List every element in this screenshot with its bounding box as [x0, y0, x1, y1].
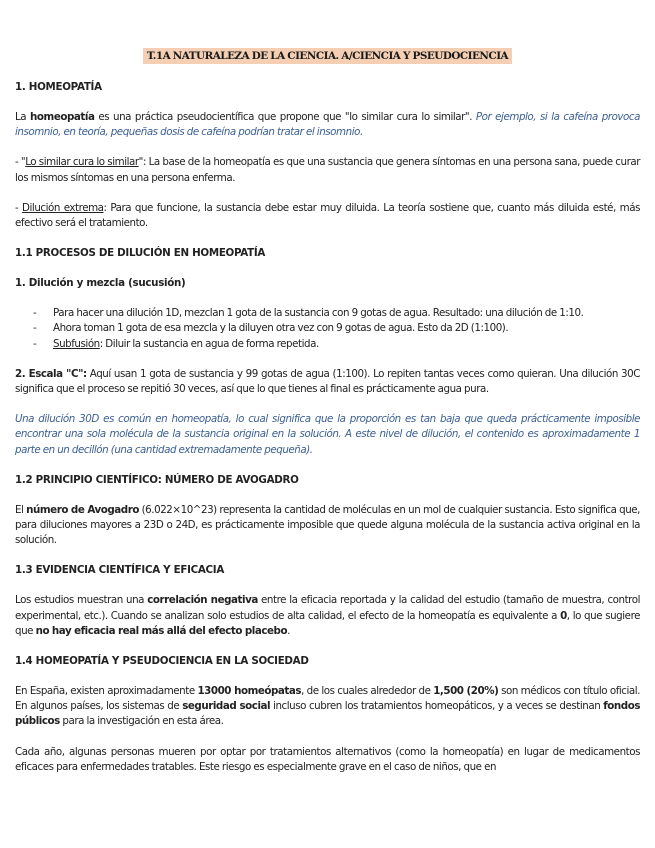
list-item: - Para hacer una dilución 1D, mezclan 1 gota de la sustancia con 9 gotas de agua. Resultado: una dilución de 1:10. — [53, 306, 640, 321]
section-heading-avogadro: 1.2 PRINCIPIO CIENTÍFICO: NÚMERO DE AVOGADRO — [15, 473, 299, 486]
section-heading-homeopatia: 1. HOMEOPATÍA — [15, 81, 102, 93]
text-run: Aquí usan 1 gota de sustancia y 99 gotas de agua (1:100). Lo repiten tantas veces como quieran. Una dilución 30C significa que el proceso se repitió 30 veces, así que lo que tienes al final es prácticamente agua pura. — [15, 367, 640, 396]
dilution-paragraph — [15, 201, 640, 231]
bold-term: seguridad social — [182, 700, 271, 713]
example-text: Por ejemplo, si la cafeína provoca insomnio, en teoría, pequeñas dosis de cafeína podrían tratar el insomnio. — [15, 111, 640, 139]
bold-term: no hay eficacia real más allá del efecto placebo — [35, 624, 288, 637]
intro-paragraph — [15, 110, 640, 140]
section-heading-evidence: 1.3 EVIDENCIA CIENTÍFICA Y EFICACIA — [15, 564, 224, 577]
text-run: , lo que sugiere que — [15, 609, 641, 637]
evidence-paragraph — [15, 593, 640, 639]
risk-paragraph: Cada año, algunas personas mueren por optar por tratamientos alternativos (como la homeopatía) en lugar de medicamentos eficaces para enfermedades tratables. Este riesgo es especialmente grave en el caso de niños, que en — [15, 745, 640, 773]
society-paragraph — [15, 684, 640, 730]
text-run: incluso cubren los tratamientos homeopáticos, y a veces se destinan — [270, 700, 604, 713]
bold-term: 2. Escala "C": — [15, 367, 87, 380]
text-run: entre la eficacia reportada y la calidad del estudio (tamaño de muestra, control experimental, etc.). Cuando se analizan solo estudios de alta calidad, el efecto de la homeopatía es equivalente a — [15, 594, 640, 622]
text-run: ": La base de la homeopatía es que una sustancia que genera síntomas en una persona sana, puede curar los mismos síntomas en una persona enferma. — [15, 156, 641, 184]
dilution-steps-list — [15, 306, 640, 352]
text-run: La — [15, 111, 31, 123]
text-run: El — [15, 503, 27, 516]
text-run: En España, existen aproximadamente — [15, 685, 198, 698]
text-run: : Diluir la sustancia en agua de forma repetida. — [99, 337, 319, 350]
bold-term: 0 — [560, 609, 567, 622]
underlined-term: Lo similar cura lo similar — [25, 156, 139, 169]
text-run: : Para que funcione, la sustancia debe estar muy diluida. La teoría sostiene que, cuanto más diluida esté, más efectivo será el tratamiento. — [15, 201, 640, 230]
subheading-dilution-mix: 1. Dilución y mezcla (sucusión) — [15, 277, 186, 290]
text-run: - — [15, 201, 23, 214]
list-item — [53, 337, 640, 352]
section-heading-society: 1.4 HOMEOPATÍA Y PSEUDOCIENCIA EN LA SOCIEDAD — [15, 655, 309, 668]
text-run: es una práctica pseudocientífica que propone que "lo similar cura lo similar". — [94, 111, 476, 123]
document-body — [15, 80, 640, 775]
bold-term: 13000 homeópatas — [197, 685, 302, 698]
text-run: (6.022×10^23) representa la cantidad de moléculas en un mol de cualquier sustancia. Esto significa que, para diluciones mayores a 23D o 24D, es prácticamente imposible que quede alguna molécula de la sustancia activa original en la solución. — [15, 503, 641, 547]
bold-term: fondos públicos — [15, 700, 640, 728]
underlined-term: Subfusión — [53, 337, 100, 350]
title-wrap — [0, 44, 655, 64]
text-run: . — [287, 624, 290, 637]
bold-term: correlación negativa — [147, 594, 258, 607]
list-item: - Ahora toman 1 gota de esa mezcla y la diluyen otra vez con 9 gotas de agua. Esto da 2D (1:100). — [53, 321, 640, 336]
section-heading-dilution-processes: 1.1 PROCESOS DE DILUCIÓN EN HOMEOPATÍA — [15, 247, 266, 260]
avogadro-paragraph — [15, 503, 640, 549]
text-run: , de los cuales alrededor de — [301, 685, 434, 698]
underlined-term: Dilución extrema — [22, 201, 104, 214]
bold-term: 1,500 (20%) — [433, 685, 499, 698]
text-run: Los estudios muestran una — [15, 594, 148, 607]
bold-term: homeopatía — [30, 111, 95, 123]
note-paragraph: Una dilución 30D es común en homeopatía, lo cual significa que la proporción es tan baja que queda prácticamente imposible encontrar una sola molécula de la sustancia original en la solución. A este nivel de dilución, el contenido es aproximadamente 1 parte en un decillón (una cantidad extremadamente pequeña). — [15, 413, 640, 456]
similar-paragraph — [15, 155, 640, 185]
bold-term: número de Avogadro — [26, 503, 139, 516]
text-run: son médicos con título oficial. En algunos países, los sistemas de — [15, 685, 641, 713]
scale-c-paragraph — [15, 367, 640, 397]
text-run: para la investigación en esta área. — [59, 715, 224, 728]
document-title: T.1A NATURALEZA DE LA CIENCIA. A/CIENCIA Y PSEUDOCIENCIA — [143, 48, 512, 64]
text-run: - " — [15, 156, 26, 169]
